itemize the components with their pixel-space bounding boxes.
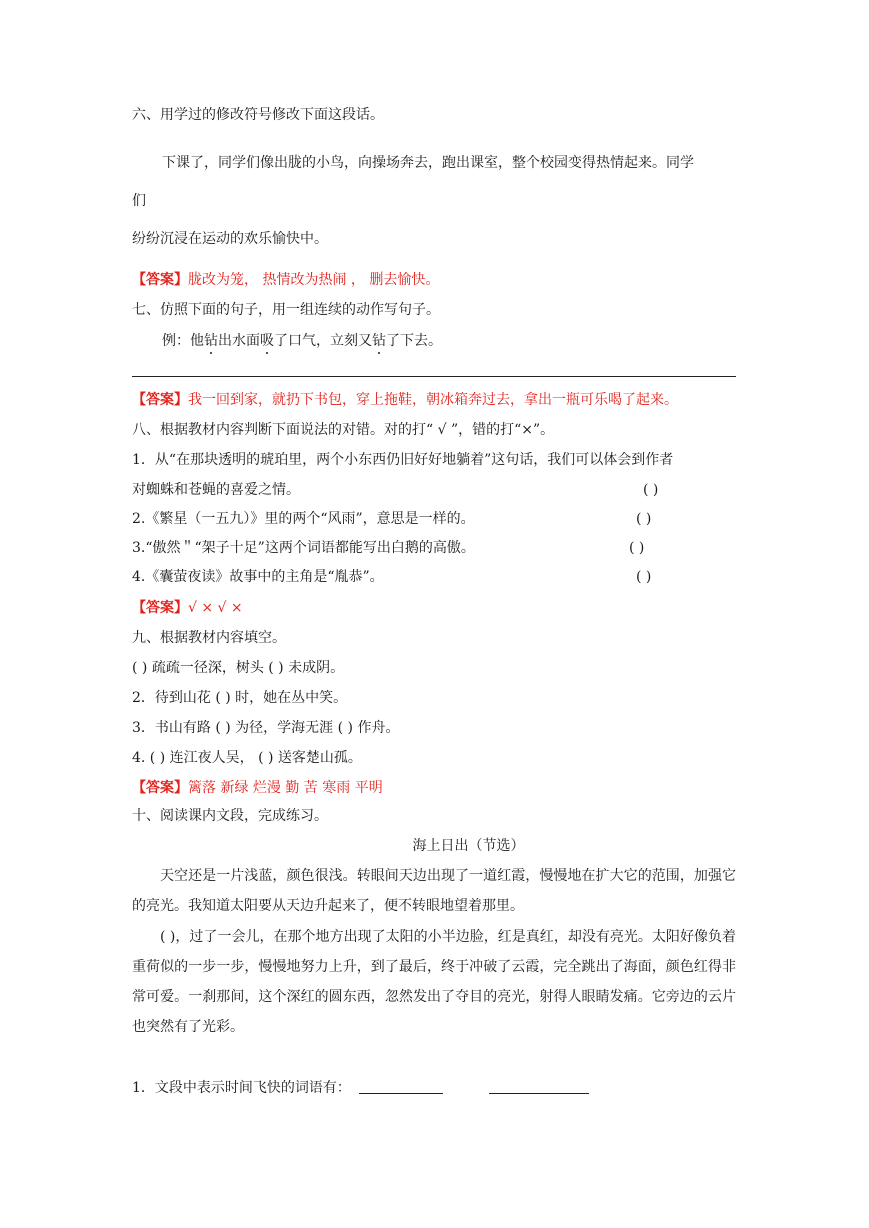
- answer-text: 胧改为笼， 热情改为热闹 ， 删去愉快。: [188, 272, 440, 288]
- section-8-q1-line2: 对蜘蛛和苍蝇的喜爱之情。: [132, 482, 300, 498]
- answer-tag: 【答案】: [132, 780, 188, 796]
- section-8-q4: 4.《囊萤夜读》故事中的主角是“胤恭”。: [132, 569, 384, 585]
- section-10-q1: [132, 1078, 589, 1098]
- answer-blank-1[interactable]: [359, 1079, 443, 1094]
- section-6-passage-line1: 下课了，同学们像出胧的小鸟，向操场奔去，跑出课室，整个校园变得热情起来。同学: [162, 155, 694, 171]
- section-9-q3: 3．书山有路 ( ) 为径，学海无涯 ( ) 作舟。: [132, 720, 400, 736]
- section-7-answer: [132, 390, 678, 410]
- section-6-passage-line3: 纷纷沉浸在运动的欢乐愉快中。: [132, 231, 328, 247]
- section-6-passage-line2: 们: [132, 193, 146, 209]
- section-8-q2: 2.《繁星（一五九）》里的两个“风雨”，意思是一样的。: [132, 511, 475, 527]
- passage-title: 海上日出（节选）: [412, 838, 525, 854]
- section-8-q3: 3.“傲然＂“架子十足”这两个词语都能写出白鹅的高傲。: [132, 540, 475, 556]
- answer-tag: 【答案】: [132, 392, 188, 408]
- answer-text: 篱落 新绿 烂漫 勤 苦 寒雨 平明: [188, 780, 383, 796]
- section-7-heading: 七、仿照下面的句子，用一组连续的动作写句子。: [132, 302, 440, 318]
- section-10-heading: 十、阅读课内文段，完成练习。: [132, 808, 328, 824]
- answer-blank-2[interactable]: [489, 1079, 589, 1094]
- example-verb-1: 钻: [204, 333, 218, 349]
- section-8-q1-line1: 1．从“在那块透明的琥珀里，两个小东西仍旧好好地躺着”这句话，我们可以体会到作者: [132, 452, 674, 468]
- answer-write-line: [132, 376, 736, 377]
- passage-paragraph-1: 天空还是一片浅蓝，颜色很浅。转眼间天边出现了一道红霞，慢慢地在扩大它的范围，加强它的亮光。我知道太阳要从天边升起来了，便不转眼地望着那里。: [132, 868, 736, 914]
- section-9-q2: 2．待到山花 ( ) 时，她在丛中笑。: [132, 690, 348, 706]
- example-verb-2: 吸: [260, 333, 274, 349]
- section-9-answer: [132, 778, 383, 798]
- example-verb-3: 钻: [372, 333, 386, 349]
- section-7-example: [162, 331, 442, 351]
- answer-tag: 【答案】: [132, 272, 188, 288]
- section-9-q4: 4. ( ) 连江夜人吴， ( ) 送客楚山孤。: [132, 750, 362, 766]
- answer-text: √ × √ ×: [188, 600, 243, 616]
- example-suffix: 了下去。: [386, 333, 442, 349]
- judge-blank-4[interactable]: ( ): [636, 569, 652, 585]
- question-text: 1．文段中表示时间飞快的词语有：: [132, 1080, 351, 1096]
- section-9-q1: ( ) 疏疏一径深，树头 ( ) 未成阴。: [132, 660, 345, 676]
- section-9-heading: 九、根据教材内容填空。: [132, 630, 286, 646]
- judge-blank-2[interactable]: ( ): [636, 511, 652, 527]
- section-8-heading: 八、根据教材内容判断下面说法的对错。对的打“ √ ”，错的打“×”。: [132, 422, 555, 438]
- judge-blank-1[interactable]: ( ): [643, 482, 659, 498]
- section-8-answer: [132, 598, 243, 618]
- judge-blank-3[interactable]: ( ): [629, 540, 645, 556]
- example-mid-2: 了口气，立刻又: [274, 333, 372, 349]
- answer-tag: 【答案】: [132, 600, 188, 616]
- example-prefix: 例：他: [162, 333, 204, 349]
- answer-text: 我一回到家，就扔下书包，穿上拖鞋，朝冰箱奔过去，拿出一瓶可乐喝了起来。: [188, 392, 678, 408]
- example-mid-1: 出水面: [218, 333, 260, 349]
- passage-paragraph-2: ( )，过了一会儿，在那个地方出现了太阳的小半边脸，红是真红，却没有亮光。太阳好像负着重荷似的一步一步，慢慢地努力上升，到了最后，终于冲破了云霞，完全跳出了海面，颜色红得非常可爱。一刹那间，这个深红的圆东西，忽然发出了夺目的亮光，射得人眼睛发痛。它旁边的云片也突然有了光彩。: [132, 929, 736, 1035]
- section-6-heading: 六、用学过的修改符号修改下面这段话。: [132, 107, 384, 123]
- section-6-answer: [132, 270, 439, 290]
